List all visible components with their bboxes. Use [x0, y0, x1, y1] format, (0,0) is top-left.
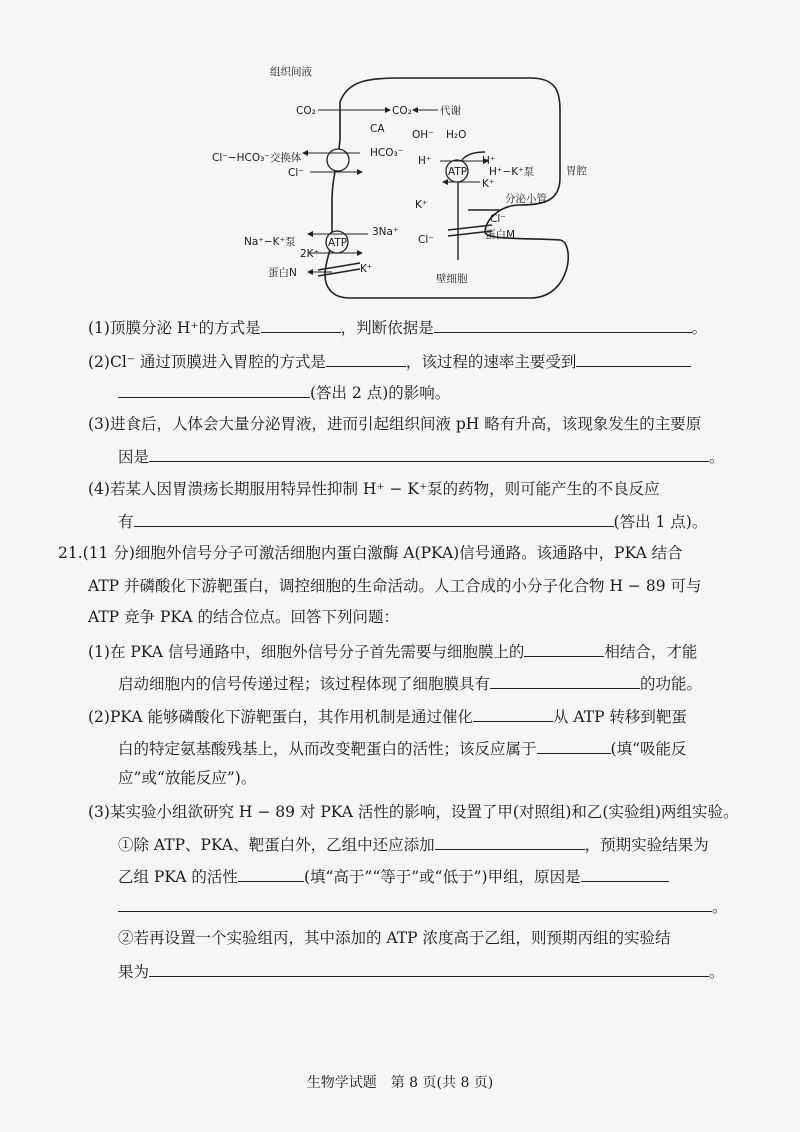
q21-part3-sub2 [118, 928, 670, 948]
q21-part2 [88, 705, 687, 727]
answer-blank[interactable] [576, 350, 691, 367]
label-ca: CA [370, 123, 385, 135]
q21-p2-text-b: 从 ATP 转移到靶蛋 [552, 708, 687, 726]
q21-part3 [88, 802, 739, 822]
answer-blank[interactable] [537, 737, 611, 754]
answer-blank[interactable] [524, 640, 604, 657]
label-atp-top: ATP [448, 166, 468, 178]
q20-p2-text-a: (2)Cl⁻ 通过顶膜进入胃腔的方式是 [88, 353, 326, 371]
q20-p1-end: 。 [691, 319, 708, 337]
parietal-cell-diagram [200, 60, 620, 305]
q20-part3 [88, 414, 701, 434]
q21-p3-text-a: (3)某实验小组欲研究 H − 89 对 PKA 活性的影响，设置了甲(对照组)和乙(实验组)两组实验。 [88, 803, 739, 821]
answer-blank[interactable] [581, 865, 669, 882]
label-h2o: H₂O [446, 129, 467, 141]
q21-part3-sub1 [118, 833, 709, 855]
q20-part4-cont [118, 510, 707, 532]
q21-stem-3 [88, 607, 399, 627]
label-stomach: 胃腔 [566, 165, 587, 177]
label-h-in: H⁺ [418, 155, 432, 167]
q21-p3-text-b: ①除 ATP、PKA、靶蛋白外，乙组中还应添加 [118, 836, 435, 854]
q21-p3-end: 。 [712, 898, 728, 916]
label-na3: 3Na⁺ [372, 226, 399, 238]
answer-blank[interactable] [326, 350, 406, 367]
q21-p1-text-b: 相结合，才能 [604, 643, 698, 661]
q21-p3-g-end: 。 [709, 963, 725, 981]
q20-p4-text-a: (4)若某人因胃溃疡长期服用特异性抑制 H⁺ − K⁺泵的药物，则可能产生的不良反应 [88, 480, 660, 498]
q21-part1-cont [118, 672, 702, 694]
label-co2-right: CO₂ [392, 105, 412, 117]
label-cell: 壁细胞 [436, 273, 468, 285]
answer-blank[interactable] [435, 833, 585, 850]
q20-p3-text-a: (3)进食后，人体会大量分泌胃液，进而引起组织间液 pH 略有升高，该现象发生的主要原 [88, 415, 702, 433]
q20-p2-text-b: ，该过程的速率主要受到 [405, 353, 577, 371]
q20-p1-text-a: (1)顶膜分泌 H⁺的方式是 [88, 319, 261, 337]
label-extracellular: 组织间液 [270, 66, 312, 78]
q21-stem-2 [88, 576, 701, 596]
q21-p3-text-c: ，预期实验结果为 [584, 836, 709, 854]
q20-part2 [88, 350, 691, 372]
label-co2-left: CO₂ [296, 105, 316, 117]
q20-p1-text-b: ，判断依据是 [340, 319, 434, 337]
q21-p3-text-f: ②若再设置一个实验组丙，其中添加的 ATP 浓度高于乙组，则预期丙组的实验结 [118, 929, 671, 947]
label-k2: 2K⁺ [300, 248, 320, 260]
label-k-top: K⁺ [482, 178, 495, 190]
q20-part4 [88, 479, 660, 499]
q21-p2-text-d: (填“吸能反 [610, 740, 687, 758]
label-k-n: K⁺ [360, 263, 373, 275]
label-oh: OH⁻ [412, 129, 434, 141]
q20-p2-text-c: (答出 2 点)的影响。 [310, 384, 451, 402]
label-na-k-pump: Na⁺−K⁺泵 [244, 236, 296, 248]
q21-p3-text-e: (填“高于”“等于”或“低于”)甲组，原因是 [303, 868, 581, 886]
label-cl-m-in: Cl⁻ [418, 234, 434, 246]
label-protein-n: 蛋白N [268, 267, 297, 279]
label-h-out: H⁺ [482, 155, 496, 167]
answer-blank[interactable] [238, 865, 304, 882]
q21-stem-1 [58, 543, 683, 563]
answer-blank[interactable] [118, 381, 310, 398]
q21-line3: ATP 竞争 PKA 的结合位点。回答下列问题： [88, 608, 399, 626]
q21-p3-text-g: 果为 [118, 963, 150, 981]
q21-p1-text-a: (1)在 PKA 信号通路中，细胞外信号分子首先需要与细胞膜上的 [88, 643, 525, 661]
label-atp-bottom: ATP [328, 237, 348, 249]
q21-part3-sub1-cont2 [118, 895, 728, 917]
label-exchanger: Cl⁻−HCO₃⁻交换体 [212, 152, 302, 164]
label-cl-left: Cl⁻ [288, 167, 304, 179]
label-hco3: HCO₃⁻ [370, 147, 404, 159]
q21-part1 [88, 640, 697, 662]
answer-blank[interactable] [490, 672, 640, 689]
q20-part2-cont [118, 381, 450, 403]
label-protein-m: 蛋白M [485, 229, 516, 241]
answer-blank[interactable] [473, 705, 553, 722]
q21-line2: ATP 并磷酸化下游靶蛋白，调控细胞的生命活动。人工合成的小分子化合物 H − 89 可与 [88, 577, 702, 595]
label-cl-m-out: Cl⁻ [490, 213, 506, 225]
answer-blank[interactable] [118, 895, 712, 912]
q20-p3-end: 。 [709, 448, 725, 466]
answer-blank[interactable] [134, 510, 614, 527]
q21-p2-text-e: 应”或“放能反应”)。 [118, 769, 257, 787]
q21-p1-text-d: 的功能。 [640, 675, 703, 693]
q21-p3-text-d: 乙组 PKA 的活性 [118, 868, 238, 886]
q20-part3-cont [118, 445, 725, 467]
exchanger-circle [327, 149, 349, 171]
answer-blank[interactable] [434, 316, 692, 333]
q20-p4-text-b: 有 [118, 513, 134, 531]
label-k-mid: K⁺ [415, 199, 428, 211]
q21-part3-sub2-cont [118, 960, 725, 982]
q21-part2-cont [118, 737, 687, 759]
label-metabolism: 代谢 [440, 105, 461, 117]
answer-blank[interactable] [261, 316, 341, 333]
q21-p1-text-c: 启动细胞内的信号传递过程；该过程体现了细胞膜具有 [118, 675, 491, 693]
q21-part2-cont2 [118, 768, 256, 788]
q20-p4-text-c: (答出 1 点)。 [613, 513, 708, 531]
q21-line1: 21.(11 分)细胞外信号分子可激活细胞内蛋白激酶 A(PKA)信号通路。该通路中，PKA 结合 [58, 544, 683, 562]
page-footer: 生物学试题 第 8 页(共 8 页) [306, 1075, 494, 1091]
q21-p2-text-c: 白的特定氨基酸残基上，从而改变靶蛋白的活性；该反应属于 [118, 740, 537, 758]
q21-p2-text-a: (2)PKA 能够磷酸化下游靶蛋白，其作用机制是通过催化 [88, 708, 473, 726]
answer-blank[interactable] [149, 445, 709, 462]
label-tubule: 分泌小管 [505, 193, 547, 205]
q21-part3-sub1-cont [118, 865, 669, 887]
label-hk-pump: H⁺−K⁺泵 [489, 166, 535, 178]
answer-blank[interactable] [149, 960, 709, 977]
q20-p3-text-b: 因是 [118, 448, 150, 466]
q20-part1 [88, 316, 707, 338]
